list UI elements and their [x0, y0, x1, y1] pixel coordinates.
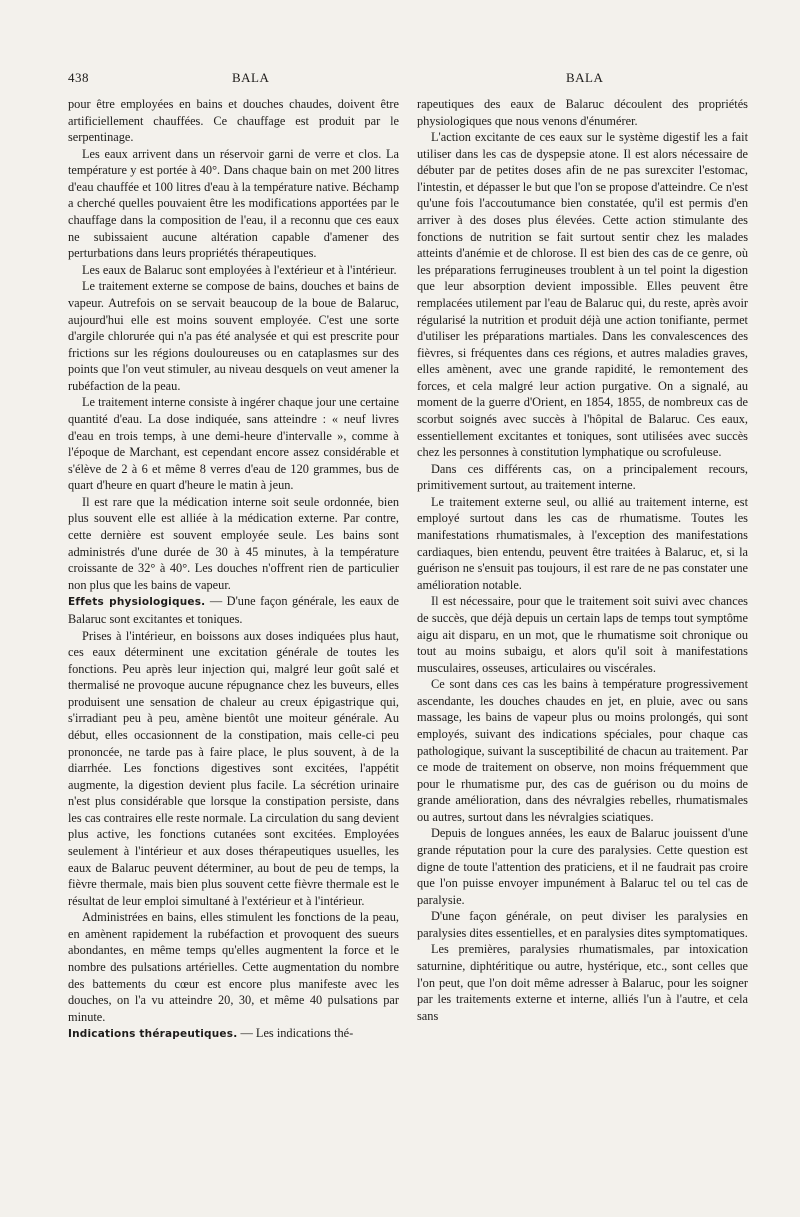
paragraph: Le traitement interne consiste à ingérer chaque jour une certaine quantité d'eau. La dose indiquée, sans atteindre : « neuf livres d'eau en trois temps, à une demi-heure d'intervalle », comme à l'époque de Marchant, est cependant encore assez considérable et s'élève de 2 à 6 et même 8 verres d'eau de 120 grammes, bus de quart d'heure en quart d'heure le matin à jeun.	[68, 395, 400, 493]
paragraph: Les eaux arrivent dans un réservoir garni de verre et clos. La température y est portée à 40°. Dans chaque bain on met 200 litres d'eau chauffée et 100 litres d'eau à la température native. Béchamp a cherché quelles pouvaient être les modifications apportées par le chauffage dans la composition de l'eau, il a reconnu que ces eaux ne subissaient aucune altération capable d'amener des perturbations dans leurs propriétés thérapeutiques.	[68, 146, 399, 261]
section-paragraph	[68, 593, 399, 627]
paragraph: Prises à l'intérieur, en boissons aux doses indiquées plus haut, ces eaux déterminent une excitation générale de toutes les fonctions. Peu après leur injection qui, malgré leur goût salé et thermalisé ne provoque aucune répugnance chez les buveurs, elles produisent une sensation de chaleur au creux épigastrique qui, s'irradiant peu à peu, amène bientôt une moiteur générale. Au début, elles occasionnent de la constipation, mais celle-ci peu prononcée, ne tarde pas à faire place, le plus souvent, à de la diarrhée. Les fonctions digestives sont excitées, l'appétit augmente, la digestion devient plus facile. La sécrétion urinaire n'est plus considérable que lorsque la constipation persiste, dans les cas contraires elle reste normale. La circulation du sang devient plus active, les fonctions cutanées sont excitées. Employées seulement à l'intérieur et aux doses thérapeutiques usuelles, les eaux de Balaruc peuvent déterminer, au bout de peu de temps, la fièvre thermale, mais bien plus souvent cette fièvre thermale est le résultat de leur emploi simultané à l'extérieur et à l'intérieur.	[68, 628, 399, 908]
paragraph: Ce sont dans ces cas les bains à température progressivement ascendante, les douches chaudes en jet, en pluie, avec ou sans massage, les bains de vapeur plus ou moins prolongés, qui sont employés, suivant des indications spéciales, pour chaque cas pathologique, suivant la susceptibilité de chacun au traitement. Par ce mode de traitement on observe, non moins fréquemment que pour le rhumatisme pur, des cas de guérison ou du moins de grande amélioration, dans des névralgies rebelles, rhumatismales ou autres, surtout dans les névralgies sciatiques.	[417, 677, 748, 824]
page-number: 438	[68, 70, 89, 85]
section-text: — D'une façon générale, les eaux de Balaruc sont excitantes et toniques.	[68, 594, 399, 626]
paragraph: Le traitement externe se compose de bains, douches et bains de vapeur. Autrefois on se servait beaucoup de la boue de Balaruc, aujourd'hui elle est moins souvent employée. C'est une sorte d'argile chlorurée qui n'a pas été analysée et qui est prescrite pour frictions sur les régions douloureuses ou en cataplasmes sur des points que l'on veut stimuler, au niveau desquels on veut amener la rubéfaction de la peau.	[68, 279, 399, 393]
paragraph: Dans ces différents cas, on a principalement recours, primitivement surtout, au traitement interne.	[417, 461, 748, 493]
paragraph: D'une façon générale, on peut diviser les paralysies en paralysies dites essentielles, et en paralysies dites symptomatiques.	[417, 909, 748, 940]
section-text: — Les indications thé-	[237, 1026, 354, 1041]
paragraph: Il est nécessaire, pour que le traitement soit suivi avec chances de succès, que déjà depuis un certain laps de temps tout symptôme aigu ait disparu, en un mot, que le rhumatisme soit chronique ou tout au moins subaigu, et alors qu'il soit à manifestations musculaires, osseuses, articulaires ou viscérales.	[417, 594, 748, 675]
section-paragraph	[68, 1025, 399, 1043]
paragraph: rapeutiques des eaux de Balaruc découlent des propriétés physiologiques que nous venons d'énumérer.	[417, 97, 748, 128]
left-column	[68, 96, 399, 1043]
running-head	[0, 70, 800, 90]
right-running-title: BALA	[566, 70, 604, 85]
paragraph: Administrées en bains, elles stimulent les fonctions de la peau, en amènent rapidement la rubéfaction et provoquent des sueurs abondantes, en même temps qu'elles augmentent la force et le nombre des pulsations artérielles. Cette augmentation du nombre des battements du cœur est encore plus manifeste avec les douches, on l'a vu atteindre 20, 30, et même 40 pulsations par minute.	[68, 910, 399, 1024]
paragraph: Les premières, paralysies rhumatismales, par intoxication saturnine, diphtéritique ou autre, hystérique, etc., sont celles que l'on peut, que l'on doit même adresser à Balaruc, pour les soigner par les traitements externe et interne, alliés l'un à l'autre, et cela sans	[417, 942, 748, 1023]
paragraph: L'action excitante de ces eaux sur le système digestif les a fait utiliser dans les cas de dyspepsie atone. Il est alors nécessaire de débuter par de petites doses afin de ne pas surexciter l'estomac, l'intestin, et dépasser le but que l'on se propose d'atteindre. Ce n'est qu'une fois l'accoutumance bien constatée, qu'il est permis d'en arriver à des doses plus élevées. Cette action stimulante des fonctions de nutrition se fait surtout sentir chez les malades atteints d'anémie et de chlorose. Il est bien des cas de ce genre, où les préparations ferrugineuses troublent à un tel point la digestion que leur absorption devient impossible. Elles peuvent être remplacées utilement par l'eau de Balaruc qui, du reste, après avoir régularisé la nutrition et produit déjà une action tonifiante, permet d'utiliser les préparations martiales. Dans les convalescences des fièvres, si fréquentes dans ces régions, et autres maladies graves, elles amènent, avec une grande rapidité, le remontement des forces, et cela malgré leur action purgative. On a signalé, au moment de la guerre d'Orient, en 1854, 1855, de nombreux cas de scorbut soignés avec succès à l'hôpital de Balaruc. Ces eaux, essentiellement excitantes et toniques, sont utilisées avec succès chez les personnes à constitution lymphatique ou scrofuleuse.	[417, 130, 748, 460]
paragraph: Il est rare que la médication interne soit seule ordonnée, bien plus souvent elle est alliée à la médication externe. Par contre, cette dernière est souvent employée seule. Les bains sont administrés d'une durée de 30 à 45 minutes, à la température croissante de 32° à 40°. Les douches n'offrent rien de particulier non plus que les bains de vapeur.	[68, 494, 399, 592]
left-running-title: BALA	[232, 70, 270, 85]
section-heading-indications: Indications thérapeutiques.	[68, 1028, 238, 1041]
paragraph: Le traitement externe seul, ou allié au traitement interne, est employé surtout dans les cas de rhumatisme. Toutes les manifestations rhumatismales, à l'exception des manifestations cardiaques, bien entendu, peuvent être traitées à Balaruc, et, si la guérison ne s'ensuit pas toujours, il est rare de ne pas constater une amélioration notable.	[417, 494, 748, 592]
paragraph: pour être employées en bains et douches chaudes, doivent être artificiellement chauffées. Ce chauffage est produit par le serpentinage.	[68, 97, 399, 145]
section-heading-effets: Effets physiologiques.	[68, 596, 206, 609]
right-column	[417, 96, 748, 1024]
paragraph: Les eaux de Balaruc sont employées à l'extérieur et à l'intérieur.	[82, 262, 397, 277]
paragraph: Depuis de longues années, les eaux de Balaruc jouissent d'une grande réputation pour la cure des paralysies. Cette question est digne de toute l'attention des praticiens, et il ne faudrait pas croire que l'on puisse envoyer impunément à Balaruc tel ou tel cas de paralysie.	[417, 826, 748, 907]
